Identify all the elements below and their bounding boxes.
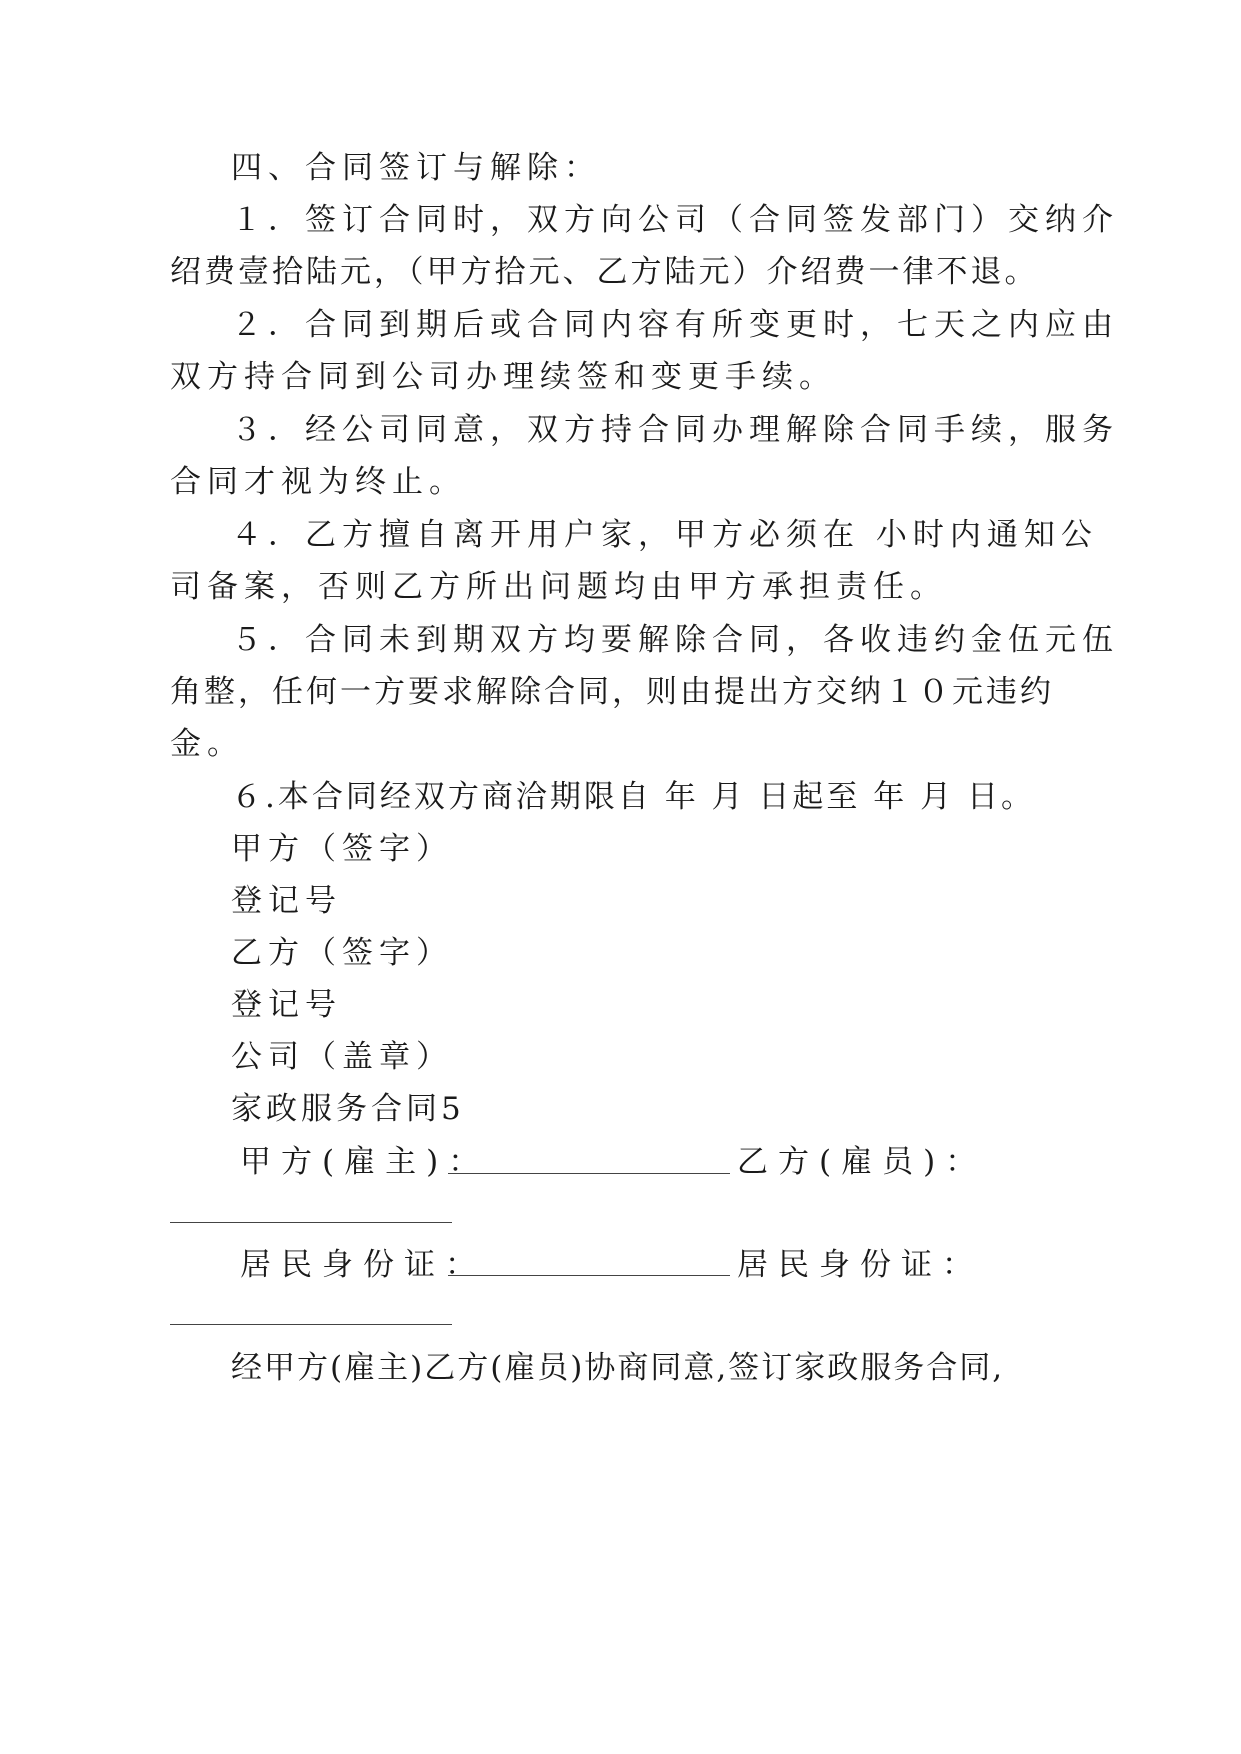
id-card-label-a: 居民身份证： xyxy=(240,1247,486,1283)
employee-label: 乙方(雇员)： xyxy=(737,1144,987,1180)
section-heading: 四、合同签订与解除： xyxy=(231,150,601,186)
clause-4-line-2: 司备案，否则乙方所出问题均由甲方承担责任。 xyxy=(170,569,947,605)
id-card-b-blank-line xyxy=(170,1324,452,1325)
clause-1-line-1: １．签订合同时，双方向公司（合同签发部门）交纳介 xyxy=(231,202,1119,238)
clause-3-line-2: 合同才视为终止。 xyxy=(170,464,466,500)
employer-blank-line xyxy=(448,1173,730,1174)
employee-blank-line xyxy=(170,1222,452,1223)
next-contract-title: 家政服务合同5 xyxy=(231,1091,465,1127)
party-a-signature-label: 甲方（签字） xyxy=(231,831,453,867)
clause-5-line-1: ５．合同未到期双方均要解除合同，各收违约金伍元伍 xyxy=(231,622,1119,658)
company-seal-label: 公司（盖章） xyxy=(231,1039,453,1075)
clause-3-line-1: ３．经公司同意，双方持合同办理解除合同手续，服务 xyxy=(231,412,1119,448)
clause-1-line-2: 绍费壹拾陆元，（甲方拾元、乙方陆元）介绍费一律不退。 xyxy=(170,254,1039,290)
clause-5-line-2: 角整，任何一方要求解除合同，则由提出方交纳１０元违约 xyxy=(170,674,1054,710)
clause-2-line-2: 双方持合同到公司办理续签和变更手续。 xyxy=(170,359,836,395)
party-b-signature-label: 乙方（签字） xyxy=(231,935,453,971)
clause-2-line-1: ２．合同到期后或合同内容有所变更时，七天之内应由 xyxy=(231,307,1119,343)
clause-4-line-1: ４．乙方擅自离开用户家，甲方必须在 小时内通知公 xyxy=(231,517,1098,553)
employer-label: 甲方(雇主)： xyxy=(240,1144,490,1180)
contract-intro: 经甲方(雇主)乙方(雇员)协商同意,签订家政服务合同, xyxy=(231,1350,1005,1386)
id-card-a-blank-line xyxy=(448,1275,730,1276)
id-card-label-b: 居民身份证： xyxy=(737,1247,983,1283)
clause-6-line-1: ６.本合同经双方商洽期限自 年 月 日起至 年 月 日。 xyxy=(231,779,1035,815)
party-b-registration-label: 登记号 xyxy=(231,987,342,1023)
party-a-registration-label: 登记号 xyxy=(231,883,342,919)
clause-5-line-3: 金。 xyxy=(170,726,244,762)
